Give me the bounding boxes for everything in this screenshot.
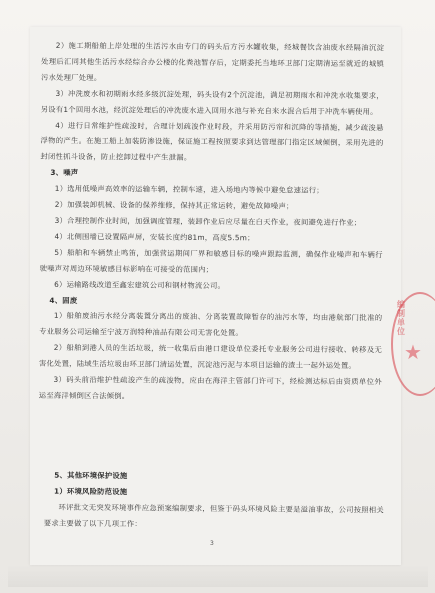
body-paragraph: 1）选用低噪声高效率的运输车辆，控制车速，进入场地内等候中避免怠速运行； — [54, 184, 324, 195]
body-paragraph: 4）进行日常维护性疏浚时，合理计划疏浚作业时段，并采用防污帘和沉降的等措施，减少疏浚悬浮物的产生。在施工船上加装防渗设施，保证施工程按照要求到达管理部门指定区域倾倒，采用先进的封闭性抓斗设备，防止挖卸过程中产生泄漏。 — [40, 120, 384, 163]
body-paragraph: 4）北侧围墙已设置隔声屏，安装长度约81m，高度5.5m； — [54, 231, 255, 243]
document-body — [39, 38, 385, 406]
stamp-text: 编制单位 — [397, 300, 405, 336]
body-paragraph: 2）施工期船舶上岸处理的生活污水由专门的码头后方污水罐收集，经城餐饮含油废水经隔油沉淀处理后汇同其他生活污水经综合办公楼的化粪池暂存后，定期委托当地环卫部门定期清运至就近的城镇污水处理厂处理。 — [40, 40, 385, 83]
body-paragraph: 5）船舶和车辆禁止鸣笛，加强营运期间厂界和敏感目标的噪声跟踪监测，确保作业噪声和车辆行驶噪声对周边环境敏感目标影响在可接受的范围内； — [39, 247, 383, 274]
page-number: 3 — [210, 540, 214, 547]
body-paragraph: 3）码头前沿维护性疏浚产生的疏浚物，应由在海洋主管部门许可下，经检测达标后由资质单位外运至海洋倾倒区合法倾倒。 — [38, 374, 382, 401]
photo-shadow — [8, 565, 428, 587]
body-paragraph: 环评批文无突发环境事件应急预案编制要求，但鉴于码头环境风险主要是溢油事故，公司按照相关要求主要做了以下几项工作： — [43, 502, 384, 529]
section-heading: 4、固废 — [49, 295, 78, 305]
body-paragraph: 3）冲洗废水和初期雨水经多级沉淀处理，码头设有2个沉淀池，满足初期雨水和冲洗水收集要求，另设有1个回用水池，经沉淀处理后的冲洗废水进入回用水池与补充自来水混合后用于冲洗车辆使用。 — [40, 88, 384, 116]
body-paragraph: 2）船舶到港人员的生活垃圾，统一收集后由港口建设单位委托专业服务公司进行接收、转移及无害化处置，陆域生活垃圾由环卫部门清运处置，沉淀池污泥与本项目运输的渣土一起外运处置。 — [38, 343, 383, 371]
section-heading: 5、其他环境保护设施 — [54, 470, 128, 481]
document-page — [30, 27, 401, 565]
section-heading: 1）环境风险防范设施 — [54, 486, 128, 497]
section-other-protection — [44, 468, 385, 535]
body-paragraph: 1）船舶废油污水经分离装置分离出的废油、分离装置故障暂存的油污水等，均由港航部门批准的专业服务公司运输至宁波万润特种油品有限公司无害化处置。 — [39, 311, 383, 338]
section-heading: 3、噪声 — [50, 168, 79, 178]
body-paragraph: 6）运输路线改道至鑫宏建筑公司和钢材物流公司。 — [54, 279, 226, 290]
body-paragraph: 2）加强装卸机械、设备的保养维修，保持其正常运转，避免故障噪声； — [54, 199, 294, 211]
body-paragraph: 3）合理控制作业时间，加强调度管理，装卸作业后应尽量在白天作业，夜间避免进行作业； — [54, 215, 362, 228]
seal-star-icon: ★ — [404, 340, 422, 364]
